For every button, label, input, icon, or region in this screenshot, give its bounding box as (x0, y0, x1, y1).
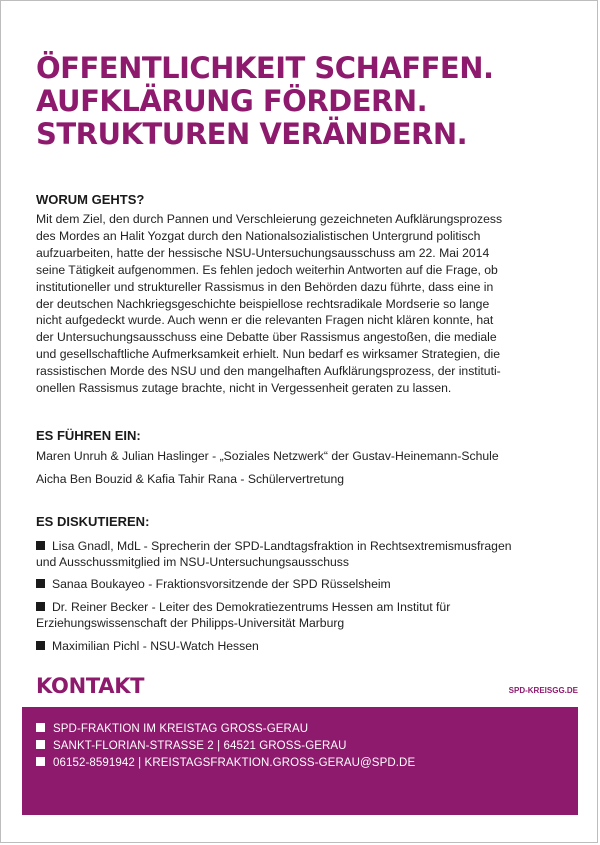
contact-org: SPD-FRAKTION IM KREISTAG GROSS-GERAU (53, 723, 309, 735)
paragraph-line: rassistischen Morde des NSU und den mangelhaften Aufklärungsprozess, der instituti- (36, 364, 501, 379)
paragraph-line: der deutschen Nachkriegsgeschichte beispiellose rechtsradikale Mordserie so lange (36, 296, 490, 311)
paragraph-line: und gesellschaftliche Aufmerksamkeit erhielt. Nun bedarf es wirksamer Strategien, die (36, 347, 501, 362)
bullet-square-icon (36, 541, 45, 550)
headline-line-2: AUFKLÄRUNG FÖRDERN. (36, 84, 428, 118)
paragraph-line: institutioneller und struktureller Rassismus in den Behörden dazu führte, dass eine in (36, 279, 494, 294)
panelist-item (36, 576, 576, 592)
contact-phone-email[interactable]: 06152-8591942 | KREISTAGSFRAKTION.GROSS-GERAU@SPD.DE (53, 757, 416, 769)
bullet-square-icon (36, 602, 45, 611)
panelist-line: Dr. Reiner Becker - Leiter des Demokratiezentrums Hessen am Institut für (52, 600, 451, 614)
worum-heading: WORUM GEHTS? (36, 192, 145, 207)
panelist-line: Lisa Gnadl, MdL - Sprecherin der SPD-Landtagsfraktion in Rechtsextremismusfragen (52, 539, 512, 553)
contact-box (22, 707, 578, 815)
bullet-square-icon (36, 641, 45, 650)
panelist-line: Maximilian Pichl - NSU-Watch Hessen (52, 639, 259, 653)
paragraph-line: Mit dem Ziel, den durch Pannen und Verschleierung gezeichneten Aufklärungsprozess (36, 212, 503, 226)
panelist-line: Sanaa Boukayeo - Fraktionsvorsitzende der SPD Rüsselsheim (52, 577, 391, 591)
panelist-item (36, 638, 576, 654)
kontakt-title: KONTAKT (36, 674, 145, 698)
einfuehrung-heading: ES FÜHREN EIN: (36, 428, 141, 443)
worum-paragraph (36, 211, 566, 397)
headline-line-3: STRUKTUREN VERÄNDERN. (36, 117, 468, 151)
contact-line[interactable] (36, 756, 415, 770)
panelist-item (36, 538, 576, 570)
bullet-square-icon (36, 579, 45, 588)
paragraph-line: aufzuarbeiten, hatte der hessische NSU-Untersuchungsausschuss am 22. Mai 2014 (36, 245, 490, 260)
paragraph-line: onellen Rassismus zutage brachte, nicht in Vergessenheit geraten zu lassen. (36, 381, 452, 396)
headline (36, 52, 494, 151)
diskussion-heading: ES DISKUTIEREN: (36, 514, 150, 529)
contact-line (36, 739, 347, 753)
contact-address: SANKT-FLORIAN-STRASSE 2 | 64521 GROSS-GERAU (53, 740, 347, 752)
panelist-item (36, 599, 576, 631)
bullet-square-icon (36, 723, 45, 732)
website-link[interactable]: SPD-KREISGG.DE (508, 686, 578, 695)
bullet-square-icon (36, 757, 45, 766)
paragraph-line: nicht aufgedeckt wurde. Auch wenn er die relevanten Fragen nicht klären konnte, hat (36, 313, 494, 328)
panelist-line: und Ausschussmitglied im NSU-Untersuchungsausschuss (36, 555, 349, 570)
headline-line-1: ÖFFENTLICHKEIT SCHAFFEN. (36, 51, 494, 85)
paragraph-line: seine Tätigkeit aufgenommen. Es fehlen jedoch weiterhin Antworten auf die Frage, ob (36, 262, 498, 277)
contact-line (36, 722, 308, 736)
panelist-line: Erziehungswissenschaft der Philipps-Universität Marburg (36, 616, 345, 631)
speaker-intro-1: Maren Unruh & Julian Haslinger - „Soziales Netzwerk“ der Gustav-Heinemann-Schule (36, 449, 499, 463)
paragraph-line: des Mordes an Halit Yozgat durch den Nationalsozialistischen Untergrund politisch (36, 228, 481, 243)
speaker-intro-2: Aicha Ben Bouzid & Kafia Tahir Rana - Schülervertretung (36, 472, 345, 486)
bullet-square-icon (36, 740, 45, 749)
paragraph-line: der Untersuchungsausschuss eine Debatte über Rassismus angestoßen, die mediale (36, 330, 497, 345)
